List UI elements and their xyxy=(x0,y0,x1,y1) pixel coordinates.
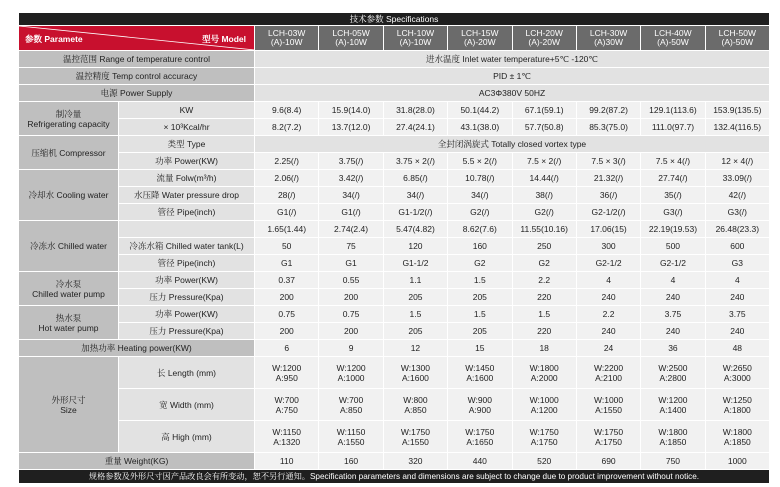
row-span-value: PID ± 1℃ xyxy=(255,68,770,85)
row-label: 温控范围 Range of temperature control xyxy=(19,51,255,68)
value-a: A:1550 xyxy=(337,436,365,447)
hot_pump-label xyxy=(19,306,119,340)
value-a: A:2800 xyxy=(659,372,687,383)
value-cell: 1.5 xyxy=(512,306,576,323)
value-a: A:1650 xyxy=(466,436,494,447)
label-en: Hot water pump xyxy=(38,322,99,333)
value-w: W:1200 xyxy=(658,394,688,405)
model-header xyxy=(383,26,447,51)
weight-row xyxy=(19,453,770,470)
value-cell: 0.37 xyxy=(255,272,319,289)
value-cell: G2(/) xyxy=(448,204,512,221)
value-cell: 750 xyxy=(641,453,705,470)
value-cell xyxy=(383,389,447,421)
cooling-row xyxy=(19,204,770,221)
sub-label: 功率 Power(KW) xyxy=(119,153,255,170)
hot_pump-row xyxy=(19,306,770,323)
model-variant: (A)-50W xyxy=(657,37,689,47)
model-variant: (A)-50W xyxy=(721,37,754,47)
value-cell: 0.75 xyxy=(319,306,383,323)
model-header xyxy=(512,26,576,51)
size-row xyxy=(19,421,770,453)
model-variant: (A)-20W xyxy=(463,37,496,47)
chilled-row xyxy=(19,255,770,272)
value-cell: 34(/) xyxy=(448,187,512,204)
value-cell: 6.85(/) xyxy=(383,170,447,187)
note-row xyxy=(19,470,770,484)
value-a: A:850 xyxy=(404,404,427,415)
value-w: W:1000 xyxy=(529,394,559,405)
value-cell: 690 xyxy=(576,453,640,470)
sub-label: 管径 Pipe(inch) xyxy=(119,255,255,272)
value-w: W:2200 xyxy=(593,362,624,373)
value-cell: 1.5 xyxy=(448,306,512,323)
value-cell: 7.5 × 3(/) xyxy=(576,153,640,170)
value-cell: 27.74(/) xyxy=(641,170,705,187)
value-cell: 14.44(/) xyxy=(512,170,576,187)
model-name: LCH-20W xyxy=(525,28,563,38)
value-cell: 34(/) xyxy=(383,187,447,204)
value-cell: 129.1(113.6) xyxy=(641,102,705,119)
value-cell: 160 xyxy=(448,238,512,255)
value-cell: 4 xyxy=(641,272,705,289)
value-cell: 250 xyxy=(512,238,576,255)
value-w: W:1450 xyxy=(465,362,495,373)
value-w: W:1800 xyxy=(658,426,688,437)
value-cell: 240 xyxy=(641,323,705,340)
sub-label: 压力 Pressure(Kpa) xyxy=(119,323,255,340)
row-label: 电源 Power Supply xyxy=(19,85,255,102)
refrig-row xyxy=(19,119,770,136)
value-cell: 240 xyxy=(576,289,640,306)
value-cell: 2.74(2.4) xyxy=(319,221,383,238)
value-cell xyxy=(512,389,576,421)
value-cell xyxy=(255,421,319,453)
value-cell: 2.06(/) xyxy=(255,170,319,187)
value-cell: G2-1/2 xyxy=(576,255,640,272)
model-name: LCH-15W xyxy=(461,28,499,38)
value-cell: 1.1 xyxy=(383,272,447,289)
value-a: A:1600 xyxy=(466,372,494,383)
value-cell xyxy=(576,357,640,389)
value-a: A:900 xyxy=(468,404,491,415)
value-cell xyxy=(641,421,705,453)
sub-label: 流量 Folw(m³/h) xyxy=(119,170,255,187)
value-cell: 36 xyxy=(641,340,705,357)
value-cell: 15.9(14.0) xyxy=(319,102,383,119)
value-cell: 240 xyxy=(705,323,769,340)
chilled_pump-row xyxy=(19,289,770,306)
value-cell: 7.5 × 4(/) xyxy=(641,153,705,170)
value-a: A:1000 xyxy=(337,372,365,383)
value-cell: 18 xyxy=(512,340,576,357)
value-cell: 6 xyxy=(255,340,319,357)
chilled-label: 冷冻水 Chilled water xyxy=(19,221,119,272)
value-cell xyxy=(448,357,512,389)
value-cell: 13.7(12.0) xyxy=(319,119,383,136)
value-w: W:1300 xyxy=(400,362,430,373)
value-a: A:1400 xyxy=(659,404,687,415)
spec-row xyxy=(19,68,770,85)
value-cell: 8.62(7.6) xyxy=(448,221,512,238)
sub-label: × 10³Kcal/hr xyxy=(119,119,255,136)
value-cell: 200 xyxy=(319,289,383,306)
sub-label: 压力 Pressure(Kpa) xyxy=(119,289,255,306)
value-cell: 132.4(116.5) xyxy=(705,119,769,136)
model-header xyxy=(576,26,640,51)
value-w: W:1800 xyxy=(722,426,752,437)
value-cell: 99.2(87.2) xyxy=(576,102,640,119)
table-title: 技术参数 Specifications xyxy=(19,13,770,26)
value-w: W:1750 xyxy=(593,426,624,437)
model-header xyxy=(319,26,383,51)
value-w: W:1200 xyxy=(336,362,366,373)
value-a: A:3000 xyxy=(723,372,751,383)
value-cell: 2.2 xyxy=(576,306,640,323)
value-cell: 111.0(97.7) xyxy=(641,119,705,136)
value-cell xyxy=(705,389,769,421)
value-cell: 33.09(/) xyxy=(705,170,769,187)
value-cell xyxy=(383,421,447,453)
value-cell xyxy=(512,421,576,453)
refrig-row xyxy=(19,102,770,119)
label-cn: 外形尺寸 xyxy=(51,394,86,405)
value-cell: 0.55 xyxy=(319,272,383,289)
chilled-row xyxy=(19,221,770,238)
value-cell: 36(/) xyxy=(576,187,640,204)
value-w: W:1800 xyxy=(529,362,559,373)
refrig-label xyxy=(19,102,119,136)
value-cell xyxy=(255,389,319,421)
value-cell: 3.42(/) xyxy=(319,170,383,187)
footnote: 规格参数及外形尺寸因产品改良会有所变动，恕不另行通知。Specification parameters and dimensions are subject to change due to product improvement without notice. xyxy=(19,470,770,484)
value-cell: 200 xyxy=(319,323,383,340)
spec-sheet xyxy=(18,12,770,484)
value-cell: 50.1(44.2) xyxy=(448,102,512,119)
sub-label: 宽 Width (mm) xyxy=(119,389,255,421)
sub-label xyxy=(119,221,255,238)
cooling-row xyxy=(19,170,770,187)
value-cell: 34(/) xyxy=(319,187,383,204)
value-cell: 320 xyxy=(383,453,447,470)
value-cell: 0.75 xyxy=(255,306,319,323)
value-cell xyxy=(576,421,640,453)
model-header xyxy=(705,26,769,51)
value-a: A:1550 xyxy=(401,436,429,447)
value-cell: 205 xyxy=(448,289,512,306)
value-a: A:750 xyxy=(275,404,298,415)
value-cell: 38(/) xyxy=(512,187,576,204)
value-w: W:2500 xyxy=(658,362,688,373)
row-label: 温控精度 Temp control accuracy xyxy=(19,68,255,85)
value-cell: G3 xyxy=(705,255,769,272)
value-cell: 8.2(7.2) xyxy=(255,119,319,136)
model-header xyxy=(641,26,705,51)
chilled-row xyxy=(19,238,770,255)
value-cell: 21.32(/) xyxy=(576,170,640,187)
value-cell: 75 xyxy=(319,238,383,255)
value-w: W:800 xyxy=(403,394,428,405)
value-cell xyxy=(705,357,769,389)
header-corner xyxy=(19,26,255,51)
value-cell xyxy=(512,357,576,389)
value-cell: 200 xyxy=(255,323,319,340)
value-cell: G2(/) xyxy=(512,204,576,221)
value-a: A:1750 xyxy=(595,436,623,447)
cooling-row xyxy=(19,187,770,204)
value-cell: 12 × 4(/) xyxy=(705,153,769,170)
value-cell: 440 xyxy=(448,453,512,470)
value-cell xyxy=(319,421,383,453)
model-name: LCH-05W xyxy=(332,28,370,38)
value-cell: 48 xyxy=(705,340,769,357)
model-name: LCH-10W xyxy=(396,28,435,38)
value-cell: 35(/) xyxy=(641,187,705,204)
value-cell: 2.2 xyxy=(512,272,576,289)
label-cn: 热水泵 xyxy=(55,312,82,323)
sub-label: 管径 Pipe(inch) xyxy=(119,204,255,221)
value-cell: 9.6(8.4) xyxy=(255,102,319,119)
value-cell: 12 xyxy=(383,340,447,357)
value-cell: G2-1/2 xyxy=(641,255,705,272)
model-name: LCH-03W xyxy=(268,28,306,38)
model-variant: (A)-20W xyxy=(528,37,560,47)
value-cell: G3(/) xyxy=(641,204,705,221)
value-w: W:900 xyxy=(467,394,493,405)
value-cell: 3.75 xyxy=(705,306,769,323)
compressor-row xyxy=(19,136,770,153)
value-cell: 42(/) xyxy=(705,187,769,204)
value-w: W:1750 xyxy=(465,426,495,437)
value-a: A:950 xyxy=(275,372,298,383)
value-cell: G2 xyxy=(512,255,576,272)
header-row xyxy=(19,26,770,51)
sub-label: 冷冻水箱 Chilled water tank(L) xyxy=(119,238,255,255)
chilled_pump-row xyxy=(19,272,770,289)
value-w: W:2650 xyxy=(722,362,752,373)
value-cell xyxy=(448,389,512,421)
value-cell: 50 xyxy=(255,238,319,255)
sub-label: 水压降 Water pressure drop xyxy=(119,187,255,204)
cooling-label: 冷却水 Cooling water xyxy=(19,170,119,221)
value-cell: 300 xyxy=(576,238,640,255)
title-row xyxy=(19,13,770,26)
model-variant: (A)-10W xyxy=(399,37,432,47)
value-cell: 9 xyxy=(319,340,383,357)
value-cell: 3.75 × 2(/) xyxy=(383,153,447,170)
size-row xyxy=(19,357,770,389)
heating-row xyxy=(19,340,770,357)
hot_pump-row xyxy=(19,323,770,340)
value-cell: 153.9(135.5) xyxy=(705,102,769,119)
value-cell xyxy=(319,357,383,389)
weight-label: 重量 Weight(KG) xyxy=(19,453,255,470)
value-cell: 7.5 × 2(/) xyxy=(512,153,576,170)
value-a: A:2100 xyxy=(595,372,623,383)
value-cell: G1-1/2(/) xyxy=(383,204,447,221)
value-cell: 205 xyxy=(448,323,512,340)
value-a: A:1750 xyxy=(530,436,558,447)
value-cell: 240 xyxy=(705,289,769,306)
value-cell: 3.75 xyxy=(641,306,705,323)
value-cell: 5.47(4.82) xyxy=(383,221,447,238)
value-cell: 200 xyxy=(255,289,319,306)
value-cell: 57.7(50.8) xyxy=(512,119,576,136)
value-cell: 1.5 xyxy=(448,272,512,289)
value-cell: 160 xyxy=(319,453,383,470)
compressor-label: 压缩机 Compressor xyxy=(19,136,119,170)
label-en: Chilled water pump xyxy=(32,288,105,299)
value-cell: 31.8(28.0) xyxy=(383,102,447,119)
value-cell xyxy=(319,389,383,421)
value-w: W:1750 xyxy=(400,426,430,437)
value-w: W:1150 xyxy=(272,426,301,437)
value-cell: 500 xyxy=(641,238,705,255)
value-cell: 24 xyxy=(576,340,640,357)
specifications-table xyxy=(18,12,770,484)
model-name: LCH-50W xyxy=(718,28,756,38)
value-a: A:1200 xyxy=(530,404,558,415)
value-cell: 1000 xyxy=(705,453,769,470)
value-a: A:1850 xyxy=(723,436,751,447)
value-cell: G2-1/2(/) xyxy=(576,204,640,221)
value-w: W:1000 xyxy=(593,394,624,405)
value-cell: 85.3(75.0) xyxy=(576,119,640,136)
value-cell: 120 xyxy=(383,238,447,255)
spec-row xyxy=(19,85,770,102)
value-a: A:2000 xyxy=(530,372,558,383)
value-cell: 15 xyxy=(448,340,512,357)
value-cell: 2.25(/) xyxy=(255,153,319,170)
chilled_pump-label xyxy=(19,272,119,306)
value-cell: 240 xyxy=(576,323,640,340)
model-header xyxy=(255,26,319,51)
value-cell: G1 xyxy=(319,255,383,272)
value-a: A:1850 xyxy=(659,436,687,447)
value-cell: 4 xyxy=(576,272,640,289)
spec-row xyxy=(19,51,770,68)
value-cell: G1(/) xyxy=(319,204,383,221)
value-cell: 43.1(38.0) xyxy=(448,119,512,136)
value-cell: 205 xyxy=(383,289,447,306)
value-cell: G1-1/2 xyxy=(383,255,447,272)
heating-label: 加热功率 Heating power(KW) xyxy=(19,340,255,357)
value-w: W:1150 xyxy=(336,426,366,437)
sub-label: KW xyxy=(119,102,255,119)
value-cell: 26.48(23.3) xyxy=(705,221,769,238)
value-cell: 11.55(10.16) xyxy=(512,221,576,238)
value-cell: 1.5 xyxy=(383,306,447,323)
param-label: 参数 Paramete xyxy=(25,34,83,44)
model-name: LCH-40W xyxy=(654,28,692,38)
sub-label: 长 Length (mm) xyxy=(119,357,255,389)
row-span-value: AC3Φ380V 50HZ xyxy=(255,85,770,102)
label-cn: 制冷量 xyxy=(55,108,82,119)
sub-label: 功率 Power(KW) xyxy=(119,272,255,289)
value-cell xyxy=(705,421,769,453)
value-cell xyxy=(448,421,512,453)
value-cell xyxy=(255,357,319,389)
value-cell: 3.75(/) xyxy=(319,153,383,170)
model-variant: (A)-10W xyxy=(335,37,367,47)
value-cell: G2 xyxy=(448,255,512,272)
sub-label: 高 High (mm) xyxy=(119,421,255,453)
label-cn: 冷水泵 xyxy=(55,278,82,289)
value-cell: 600 xyxy=(705,238,769,255)
value-cell xyxy=(641,389,705,421)
size-label xyxy=(19,357,119,453)
value-cell: 1.65(1.44) xyxy=(255,221,319,238)
value-cell xyxy=(383,357,447,389)
value-cell: 205 xyxy=(383,323,447,340)
sub-label: 类型 Type xyxy=(119,136,255,153)
value-w: W:1200 xyxy=(272,362,302,373)
model-header xyxy=(448,26,512,51)
value-cell: 22.19(19.53) xyxy=(641,221,705,238)
value-cell xyxy=(576,389,640,421)
size-row xyxy=(19,389,770,421)
value-cell: 520 xyxy=(512,453,576,470)
value-w: W:1750 xyxy=(529,426,559,437)
value-cell: 4 xyxy=(705,272,769,289)
value-cell: G1 xyxy=(255,255,319,272)
value-a: A:1320 xyxy=(273,436,301,447)
model-label: 型号 Model xyxy=(202,34,246,44)
value-a: A:850 xyxy=(339,404,363,415)
value-cell: 67.1(59.1) xyxy=(512,102,576,119)
value-cell: 220 xyxy=(512,289,576,306)
value-cell: 28(/) xyxy=(255,187,319,204)
value-w: W:700 xyxy=(274,394,299,405)
sub-label: 功率 Power(KW) xyxy=(119,306,255,323)
model-variant: (A)30W xyxy=(594,37,623,47)
value-cell: G3(/) xyxy=(705,204,769,221)
value-a: A:1800 xyxy=(723,404,751,415)
value-cell: 10.78(/) xyxy=(448,170,512,187)
label-en: Refrigerating capacity xyxy=(27,118,110,129)
model-name: LCH-30W xyxy=(589,28,628,38)
value-cell xyxy=(641,357,705,389)
value-a: A:1600 xyxy=(401,372,429,383)
label-en: Size xyxy=(60,404,77,415)
row-span-value: 全封闭涡旋式 Totally closed vortex type xyxy=(255,136,770,153)
value-cell: 5.5 × 2(/) xyxy=(448,153,512,170)
value-cell: 220 xyxy=(512,323,576,340)
row-span-value: 进水温度 Inlet water temperature+5℃ -120℃ xyxy=(255,51,770,68)
value-cell: 240 xyxy=(641,289,705,306)
value-cell: 110 xyxy=(255,453,319,470)
value-cell: 17.06(15) xyxy=(576,221,640,238)
value-cell: G1(/) xyxy=(255,204,319,221)
compressor-row xyxy=(19,153,770,170)
value-w: W:700 xyxy=(338,394,364,405)
value-a: A:1550 xyxy=(595,404,623,415)
value-cell: 27.4(24.1) xyxy=(383,119,447,136)
value-w: W:1250 xyxy=(722,394,752,405)
model-variant: (A)-10W xyxy=(270,37,303,47)
